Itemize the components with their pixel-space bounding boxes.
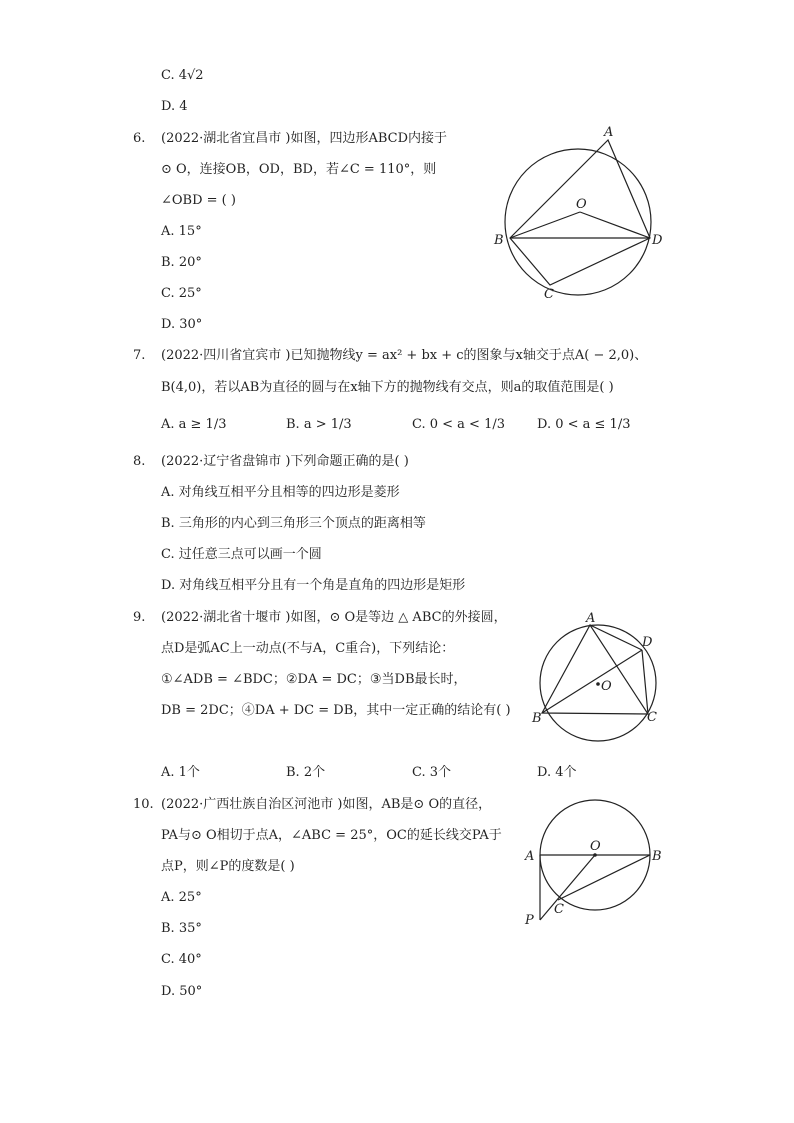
question-number-10: 10. (133, 797, 154, 812)
q6-option-c: C. 25° (161, 286, 202, 301)
q8-option-d: D. 对角线互相平分且有一个角是直角的四边形是矩形 (161, 578, 466, 593)
q6-stem-line3: ∠OBD = ( ) (161, 193, 236, 208)
q10-label-p: P (525, 913, 534, 928)
q7-stem-line1: (2022·四川省宜宾市 )已知抛物线y = ax² + bx + c的图象与x轴交于点A( − 2,0)、 (161, 348, 648, 363)
q9-triangle-abc (542, 625, 648, 714)
q9-option-a: A. 1个 (161, 765, 200, 780)
q6-label-b: B (494, 233, 504, 248)
q6-segment-od (580, 212, 650, 238)
q9-label-b: B (532, 711, 542, 726)
q6-label-d: D (652, 233, 663, 248)
q7-option-b: B. a > 1/3 (286, 417, 352, 432)
q9-stem-line3: ①∠ADB = ∠BDC；②DA = DC；③当DB最长时， (161, 672, 467, 687)
question-number-9: 9. (133, 610, 146, 625)
q10-stem-line3: 点P，则∠P的度数是( ) (161, 859, 295, 874)
q9-label-a: A (586, 611, 596, 626)
q10-segment-op (540, 855, 595, 920)
q9-stem-line4: DB = 2DC；④DA + DC = DB，其中一定正确的结论有( ) (161, 703, 511, 718)
q9-figure (530, 610, 670, 745)
q10-segment-bc (558, 855, 650, 900)
q9-label-o: O (601, 679, 612, 694)
q6-circle (505, 149, 651, 295)
q7-option-c: C. 0 < a < 1/3 (412, 417, 506, 432)
q9-center-point (596, 682, 600, 686)
q7-option-d: D. 0 < a ≤ 1/3 (537, 417, 631, 432)
question-number-7: 7. (133, 348, 146, 363)
q7-stem-line2: B(4,0)，若以AB为直径的圆与在x轴下方的抛物线有交点，则a的取值范围是( ) (161, 380, 614, 395)
q9-option-c: C. 3个 (412, 765, 452, 780)
q10-stem-line1: (2022·广西壮族自治区河池市 )如图，AB是⊙ O的直径， (161, 797, 492, 812)
q10-option-b: B. 35° (161, 921, 202, 936)
question-number-6: 6. (133, 131, 146, 146)
q9-stem-line1: (2022·湖北省十堰市 )如图，⊙ O是等边 △ ABC的外接圆， (161, 610, 507, 625)
option-c: C. 4√2 (161, 68, 204, 83)
q10-stem-line2: PA与⊙ O相切于点A，∠ABC = 25°，OC的延长线交PA于 (161, 828, 502, 843)
option-d: D. 4 (161, 99, 188, 114)
question-number-8: 8. (133, 454, 146, 469)
q8-option-a: A. 对角线互相平分且相等的四边形是菱形 (161, 485, 400, 500)
q8-option-b: B. 三角形的内心到三角形三个顶点的距离相等 (161, 516, 426, 531)
q8-option-c: C. 过任意三点可以画一个圆 (161, 547, 322, 562)
q9-option-b: B. 2个 (286, 765, 326, 780)
q6-label-c: C (544, 287, 554, 302)
q10-label-o: O (590, 839, 601, 854)
q9-option-d: D. 4个 (537, 765, 577, 780)
q10-label-c: C (554, 902, 564, 917)
q10-label-a: A (525, 849, 535, 864)
q10-option-c: C. 40° (161, 952, 202, 967)
q6-stem-line1: (2022·湖北省宜昌市 )如图，四边形ABCD内接于 (161, 131, 448, 146)
q10-option-a: A. 25° (161, 890, 202, 905)
q9-segment-cd (642, 650, 648, 714)
q9-label-c: C (647, 710, 657, 725)
q10-option-d: D. 50° (161, 984, 203, 999)
q6-option-d: D. 30° (161, 317, 203, 332)
q6-segment-ob (510, 212, 580, 238)
q8-stem: (2022·辽宁省盘锦市 )下列命题正确的是( ) (161, 454, 409, 469)
q6-label-a: A (604, 125, 614, 140)
q9-stem-line2: 点D是弧AC上一动点(不与A，C重合)，下列结论： (161, 641, 455, 656)
q7-option-a: A. a ≥ 1/3 (161, 417, 227, 432)
q6-label-o: O (576, 197, 587, 212)
q10-figure (520, 800, 670, 930)
q6-figure (490, 125, 670, 302)
q6-option-a: A. 15° (161, 224, 202, 239)
q6-option-b: B. 20° (161, 255, 202, 270)
q10-label-b: B (652, 849, 662, 864)
q9-label-d: D (642, 635, 653, 650)
q6-stem-line2: ⊙ O，连接OB，OD，BD，若∠C = 110°，则 (161, 162, 437, 177)
